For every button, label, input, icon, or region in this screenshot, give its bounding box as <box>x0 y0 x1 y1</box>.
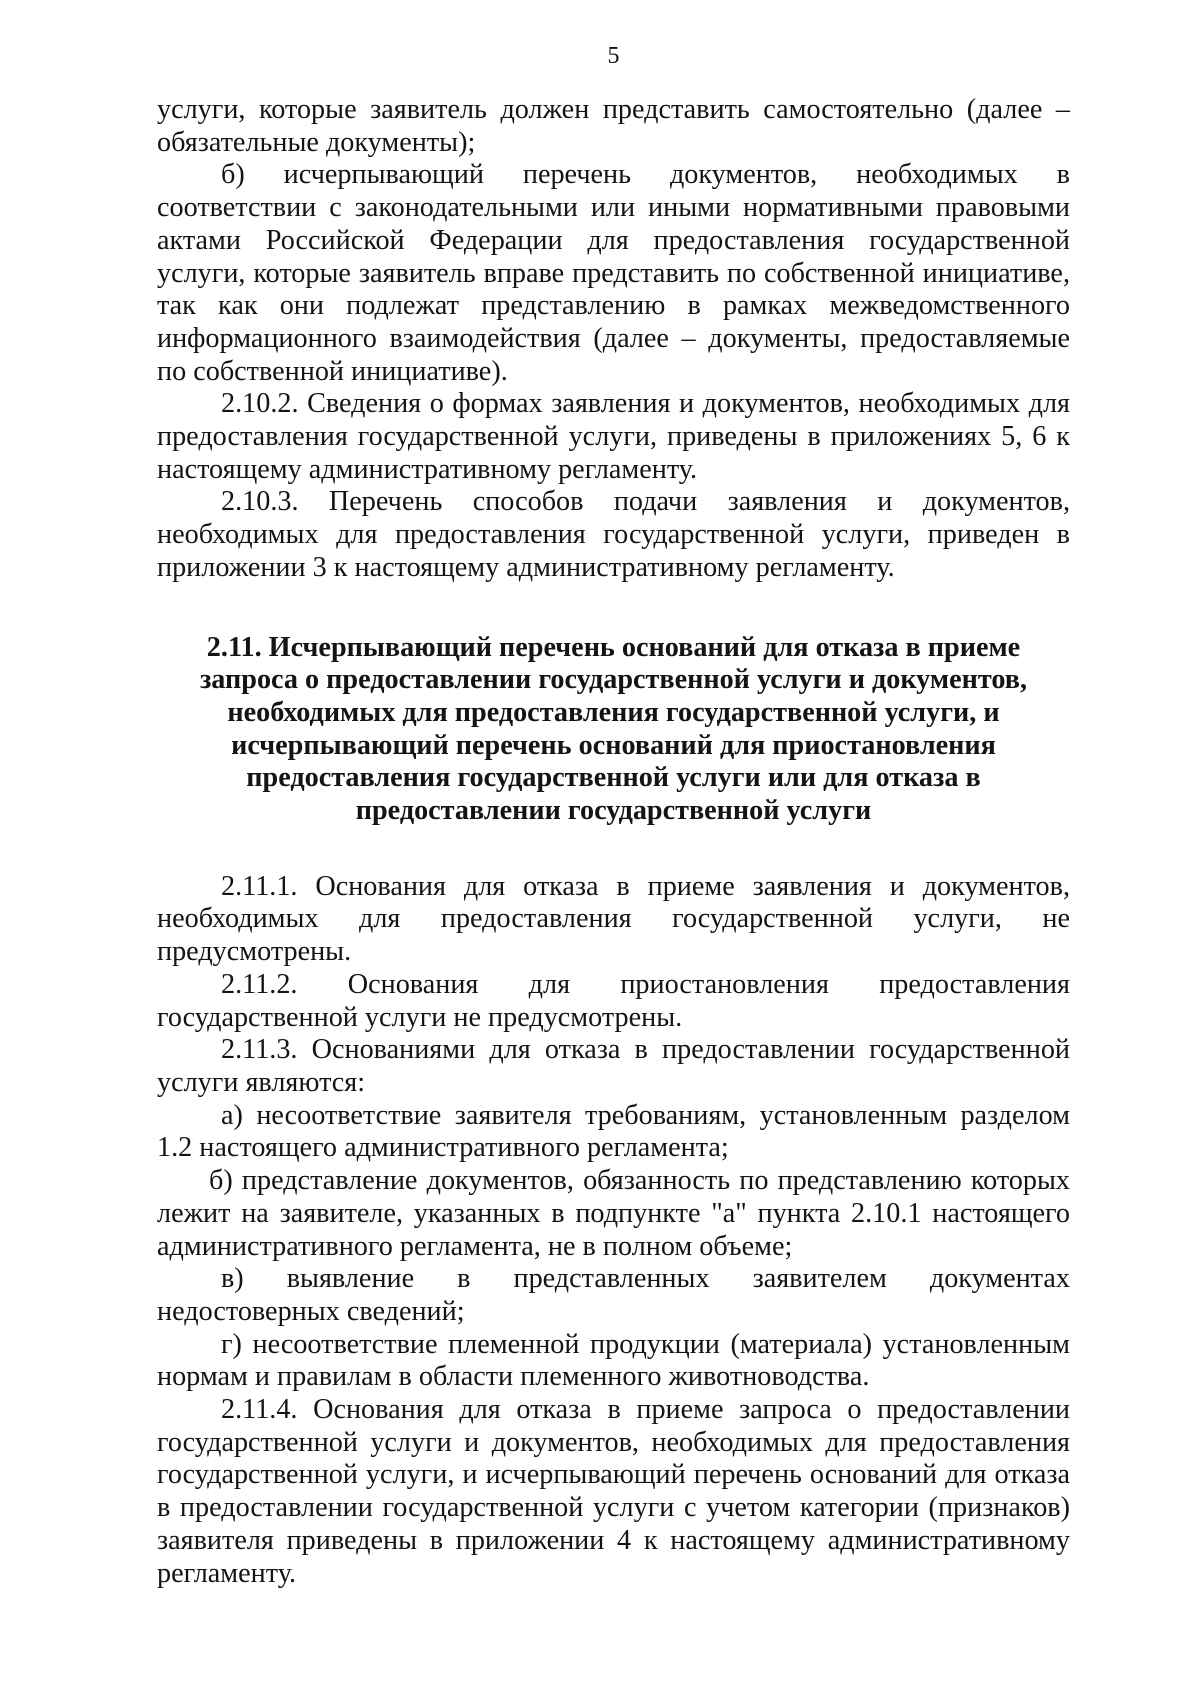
paragraph-2-11-4: 2.11.4. Основания для отказа в приеме запроса о предоставлении государственной услуги и документов, необходимых для предоставления государственной услуги, и исчерпывающий перечень оснований для отказа в предоставлении государственной услуги с учетом категории (признаков) заявителя приведены в приложении 4 к настоящему административному регламенту. <box>157 1394 1070 1589</box>
heading-line: запроса о предоставлении государственной услуги и документов, <box>199 664 1027 696</box>
paragraph-item-b-exhaustive-list: б) исчерпывающий перечень документов, необходимых в соответствии с законодательными или иными нормативными правовыми актами Российской Федерации для предоставления государственной услуги, которые заявитель вправе представить по собственной инициативе, так как они подлежат представлению в рамках межведомственного информационного взаимодействия (далее – документы, предоставляемые по собственной инициативе). <box>157 159 1070 387</box>
page-number: 5 <box>607 43 620 69</box>
paragraph-2-10-3: 2.10.3. Перечень способов подачи заявления и документов, необходимых для предоставления государственной услуги, приведен в приложении 3 к настоящему административному регламенту. <box>157 486 1070 583</box>
heading-line: исчерпывающий перечень оснований для приостановления <box>231 729 996 761</box>
section-heading-2-11 <box>157 632 1070 828</box>
heading-line: необходимых для предоставления государственной услуги, и <box>227 696 1000 728</box>
paragraph-2-11-1: 2.11.1. Основания для отказа в приеме заявления и документов, необходимых для предоставления государственной услуги, не предусмотрены. <box>157 870 1070 968</box>
paragraph-item-b: б) представление документов, обязанность по представлению которых лежит на заявителе, указанных в подпункте "а" пункта 2.10.1 настоящего административного регламента, не в полном объеме; <box>157 1165 1070 1262</box>
paragraph-item-v: в) выявление в представленных заявителем документах недостоверных сведений; <box>157 1263 1070 1327</box>
paragraph-item-g: г) несоответствие племенной продукции (материала) установленным нормам и правилам в области племенного животноводства. <box>157 1328 1070 1393</box>
paragraph-2-11-2: 2.11.2. Основания для приостановления предоставления государственной услуги не предусмотрены. <box>157 968 1070 1033</box>
heading-line: 2.11. Исчерпывающий перечень оснований для отказа в приеме <box>206 631 1021 663</box>
paragraph-item-a: а) несоответствие заявителя требованиям, установленным разделом 1.2 настоящего административного регламента; <box>157 1099 1070 1164</box>
paragraph-2-11-3: 2.11.3. Основаниями для отказа в предоставлении государственной услуги являются: <box>157 1034 1070 1098</box>
document-page <box>157 42 1070 1590</box>
heading-line: предоставлении государственной услуги <box>355 795 872 827</box>
paragraph-2-10-2: 2.10.2. Сведения о формах заявления и документов, необходимых для предоставления государственной услуги, приведены в приложениях 5, 6 к настоящему административному регламенту. <box>157 388 1070 485</box>
paragraph-obligatory-docs: услуги, которые заявитель должен представить самостоятельно (далее – обязательные документы); <box>157 94 1070 158</box>
heading-line: предоставления государственной услуги или для отказа в <box>246 762 981 794</box>
